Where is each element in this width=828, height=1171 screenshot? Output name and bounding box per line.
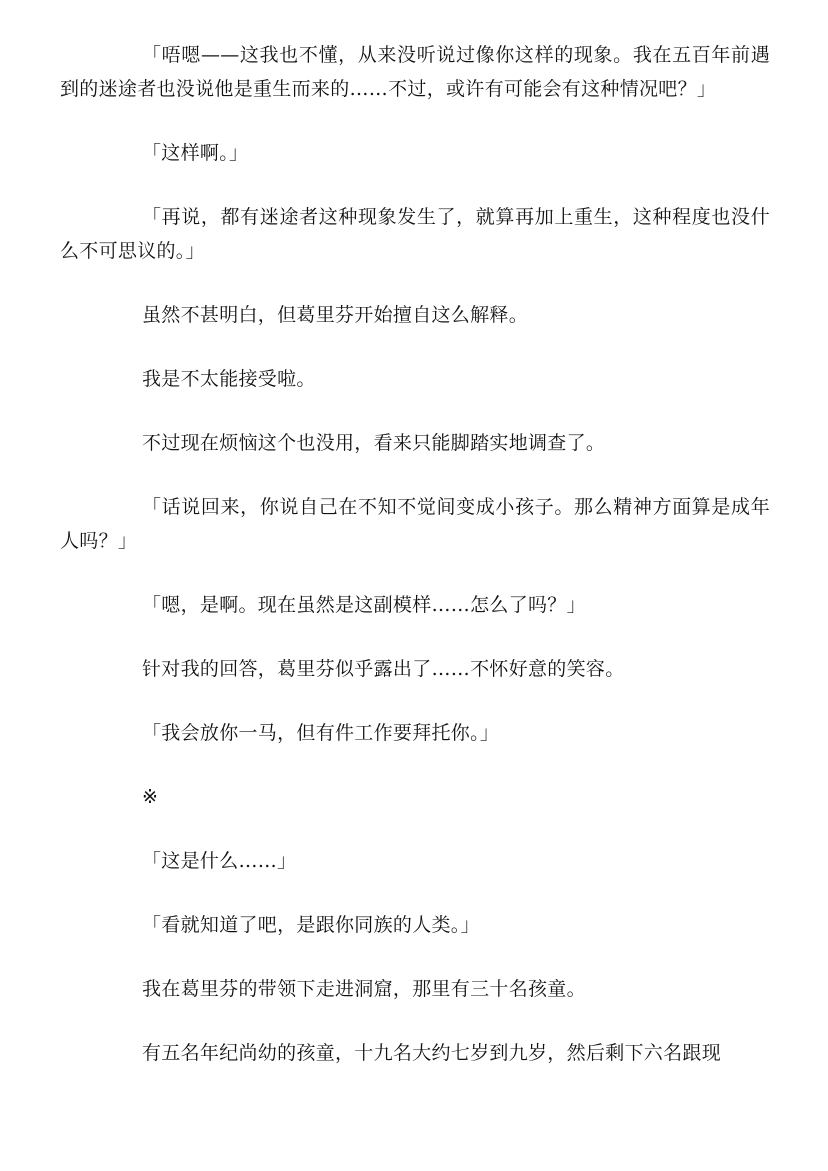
- paragraph: 「话说回来，你说自己在不知不觉间变成小孩子。那么精神方面算是成年人吗？」: [60, 496, 770, 552]
- paragraph: 「看就知道了吧，是跟你同族的人类。」: [142, 914, 480, 936]
- paragraph: 我是不太能接受啦。: [142, 368, 316, 390]
- paragraph: 有五名年纪尚幼的孩童，十九名大约七岁到九岁，然后剩下六名跟现: [142, 1042, 722, 1064]
- paragraph: 我在葛里芬的带领下走进洞窟，那里有三十名孩童。: [142, 978, 586, 1000]
- paragraph: 「再说，都有迷途者这种现象发生了，就算再加上重生，这种程度也没什么不可思议的。」: [60, 206, 770, 262]
- paragraph: 不过现在烦恼这个也没用，看来只能脚踏实地调查了。: [142, 432, 606, 454]
- paragraph: 「我会放你一马，但有件工作要拜托你。」: [142, 722, 500, 744]
- paragraph: 「嗯，是啊。现在虽然是这副模样……怎么了吗？」: [142, 594, 586, 616]
- paragraph: 「唔嗯——这我也不懂，从来没听说过像你这样的现象。我在五百年前遇到的迷途者也没说他是重生而来的……不过，或许有可能会有这种情况吧？」: [60, 44, 770, 100]
- paragraph: 「这样啊。」: [142, 142, 249, 164]
- paragraph: 针对我的回答，葛里芬似乎露出了……不怀好意的笑容。: [142, 658, 625, 680]
- paragraph: 虽然不甚明白，但葛里芬开始擅自这么解释。: [142, 304, 529, 326]
- body-text: [60, 38, 770, 1100]
- section-break-mark: ※: [142, 786, 159, 808]
- paragraph: 「这是什么……」: [142, 850, 297, 872]
